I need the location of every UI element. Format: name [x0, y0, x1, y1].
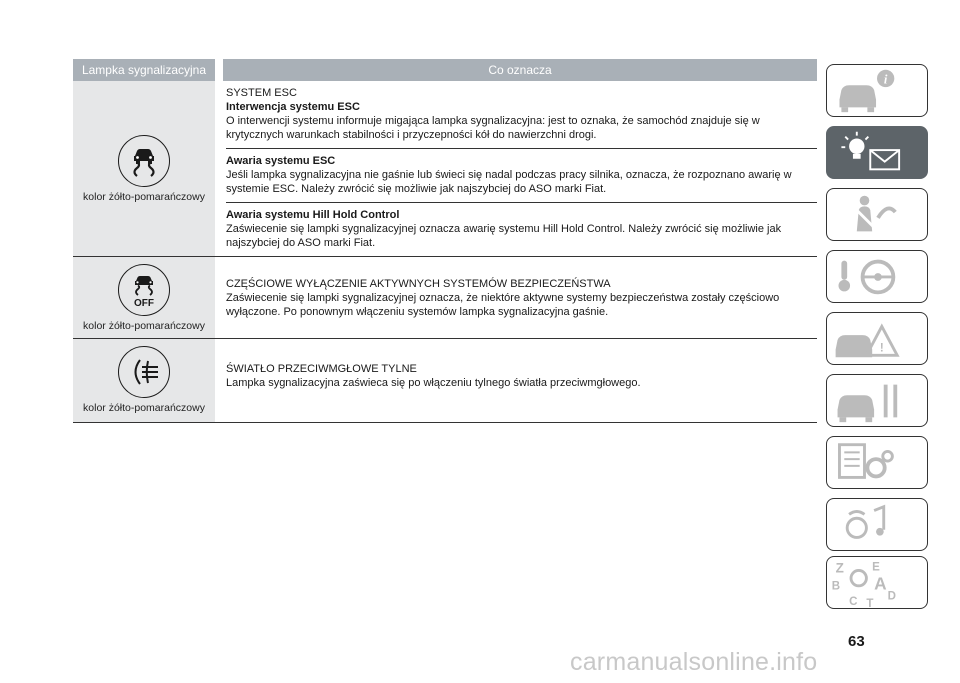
chapter-tab-technical-data[interactable] — [826, 436, 928, 489]
lamp-color-caption: kolor żółto-pomarańczowy — [83, 319, 205, 332]
section-esc-failure — [226, 148, 817, 202]
lamp-cell — [73, 81, 215, 256]
section-title: CZĘŚCIOWE WYŁĄCZENIE AKTYWNYCH SYSTEMÓW BEZPIECZEŃSTWA — [226, 278, 611, 290]
section-title: ŚWIATŁO PRZECIWMGŁOWE TYLNE — [226, 363, 417, 375]
warning-light-message-icon — [827, 127, 927, 178]
svg-text:i: i — [883, 72, 888, 87]
section-title: SYSTEM ESC — [226, 87, 297, 99]
rear-fog-light-icon — [118, 346, 170, 398]
car-info-icon — [827, 65, 927, 116]
section-hill-hold-failure — [226, 202, 817, 256]
svg-text:E: E — [872, 561, 880, 574]
chapter-tab-index[interactable] — [826, 556, 928, 609]
section-heading: Awaria systemu ESC — [226, 155, 336, 167]
lamp-cell — [73, 339, 215, 422]
section-text: Jeśli lampka sygnalizacyjna nie gaśnie lub świeci się nadal podczas pracy silnika, oznacza, że rozpoznano awarię w systemie ESC. Należy zwrócić się możliwie jak najszybciej do ASO marki Fiat. — [226, 169, 792, 195]
section-text: Zaświecenie się lampki sygnalizacyjnej oznacza awarię systemu Hill Hold Control. Należy zwrócić się możliwie jak najszybciej do ASO marki Fiat. — [226, 223, 782, 249]
key-steering-wheel-icon — [827, 251, 927, 302]
car-emergency-icon — [827, 313, 927, 364]
esc-off-icon — [118, 264, 170, 316]
section-esc-intervention — [226, 81, 817, 148]
header-col-lamp: Lampka sygnalizacyjna — [81, 63, 207, 77]
off-label: OFF — [134, 297, 154, 309]
svg-text:A: A — [874, 573, 887, 594]
svg-text:B: B — [831, 580, 841, 593]
safety-seatbelt-icon — [827, 189, 927, 240]
section-text: Lampka sygnalizacyjna zaświeca się po włączeniu tylnego światła przeciwmgłowego. — [226, 377, 641, 389]
chapter-tab-safety[interactable] — [826, 188, 928, 241]
car-maintenance-icon — [827, 375, 927, 426]
svg-text:T: T — [866, 598, 874, 608]
technical-data-icon — [827, 437, 927, 488]
index-az-icon — [827, 557, 927, 608]
section-partial-disable — [226, 257, 817, 338]
meaning-cell — [215, 257, 817, 338]
page-number: 63 — [848, 633, 865, 650]
chapter-tab-car-info[interactable] — [826, 64, 928, 117]
table-header — [73, 59, 817, 81]
meaning-cell — [215, 339, 817, 422]
table-row — [73, 339, 817, 423]
section-text: Zaświecenie się lampki sygnalizacyjnej oznacza, że niektóre aktywne systemy bezpieczeństwa zostały częściowo wyłączone. Po ponownym włączeniu systemów lampka sygnalizacyjna gaśnie. — [226, 292, 780, 318]
lamp-color-caption: kolor żółto-pomarańczowy — [83, 402, 205, 414]
section-heading: Interwencja systemu ESC — [226, 101, 360, 113]
chapter-tab-maintenance[interactable] — [826, 374, 928, 427]
chapter-tab-multimedia[interactable] — [826, 498, 928, 551]
svg-text:Z: Z — [835, 560, 844, 576]
chapter-tab-emergency[interactable] — [826, 312, 928, 365]
lamp-color-caption: kolor żółto-pomarańczowy — [83, 190, 205, 203]
section-rear-fog — [226, 339, 817, 396]
svg-text:C: C — [849, 596, 858, 608]
svg-text:D: D — [887, 590, 896, 603]
section-text: O interwencji systemu informuje migająca lampka sygnalizacyjna: jest to oznaka, że samochód znajduje się w krytycznych warunkach stabilności i przyczepności kół do nawierzchni drogi. — [226, 115, 760, 141]
table-row — [73, 81, 817, 257]
section-heading: Awaria systemu Hill Hold Control — [226, 209, 400, 221]
chapter-tab-starting-driving[interactable] — [826, 250, 928, 303]
svg-text:!: ! — [879, 342, 884, 355]
watermark: carmanualsonline.info — [570, 648, 818, 676]
header-col-meaning: Co oznacza — [215, 59, 817, 81]
multimedia-icon — [827, 499, 927, 550]
lamp-cell — [73, 257, 215, 338]
table-row — [73, 257, 817, 339]
warning-lights-table — [73, 59, 817, 423]
meaning-cell — [215, 81, 817, 256]
esc-skid-icon — [118, 135, 170, 187]
chapter-tab-warning-lights[interactable] — [826, 126, 928, 179]
